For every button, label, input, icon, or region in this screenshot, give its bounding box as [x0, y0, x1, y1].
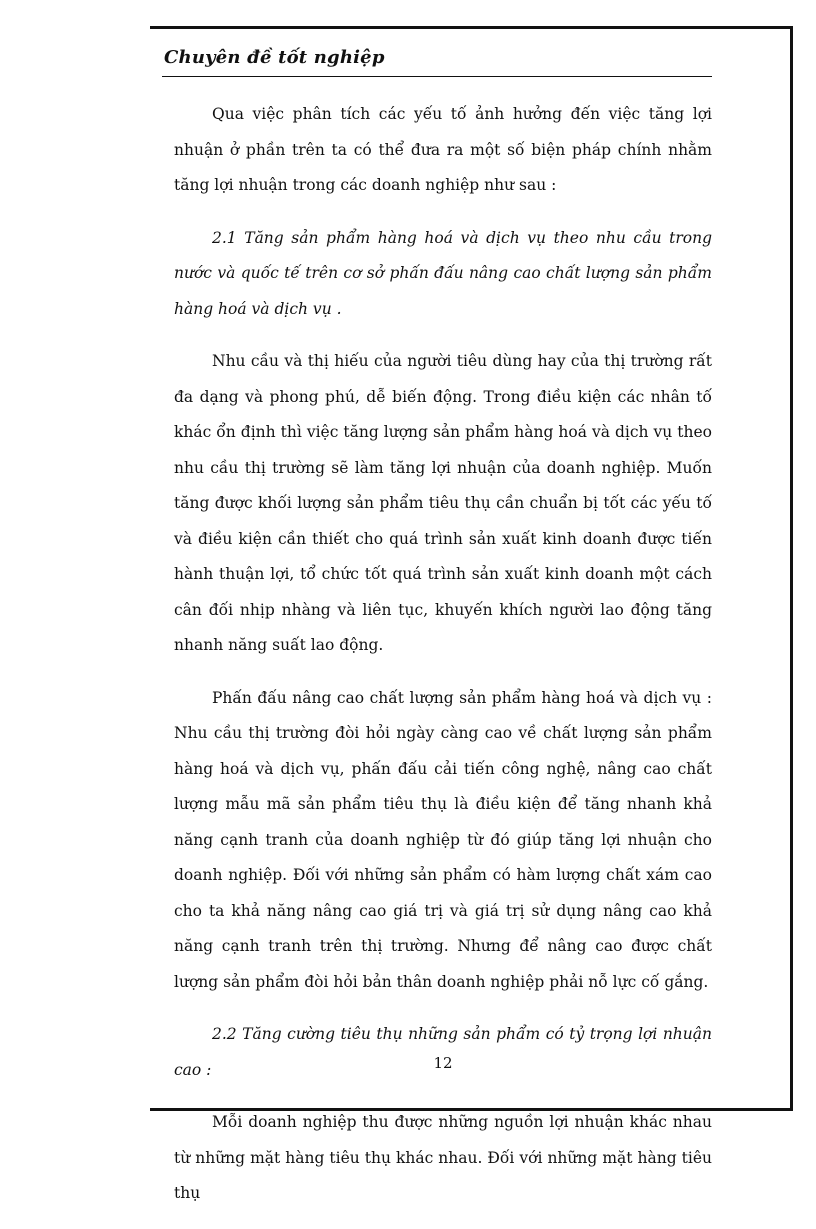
- page-number: 12: [433, 1054, 453, 1072]
- paragraph-quality: Phấn đấu nâng cao chất lượng sản phẩm hàng hoá và dịch vụ : Nhu cầu thị trường đòi hỏi ngày càng cao về chất lượng sản phẩm hàng hoá và dịch vụ, phấn đấu cải tiến công nghệ, nâng cao chất lượng mẫu mã sản phẩm tiêu thụ là điều kiện để tăng nhanh khả năng cạnh tranh của doanh nghiệp từ đó giúp tăng lợi nhuận cho doanh nghiệp. Đối với những sản phẩm có hàm lượng chất xám cao cho ta khả năng nâng cao giá trị và giá trị sử dụng nâng cao khả năng cạnh tranh trên thị trường. Nhưng để nâng cao được chất lượng sản phẩm đòi hỏi bản thân doanh nghiệp phải nỗ lực cố gắng.: [174, 688, 712, 991]
- section-heading-2-2: 2.2 Tăng cường tiêu thụ những sản phẩm có tỷ trọng lợi nhuận cao :: [174, 1025, 712, 1079]
- header-title: Chuyên đề tốt nghiệp: [164, 47, 385, 68]
- paragraph-intro: Qua việc phân tích các yếu tố ảnh hưởng đến việc tăng lợi nhuận ở phần trên ta có thể đưa ra một số biện pháp chính nhằm tăng lợi nhuận trong các doanh nghiệp như sau :: [174, 105, 712, 194]
- paragraph-profit-sources: Mỗi doanh nghiệp thu được những nguồn lợi nhuận khác nhau từ những mặt hàng tiêu thụ khác nhau. Đối với những mặt hàng tiêu thụ: [174, 1113, 712, 1202]
- page-header: [162, 44, 712, 77]
- paragraph-demand: Nhu cầu và thị hiếu của người tiêu dùng hay của thị trường rất đa dạng và phong phú, dễ biến động. Trong điều kiện các nhân tố khác ổn định thì việc tăng lượng sản phẩm hàng hoá và dịch vụ theo nhu cầu thị trường sẽ làm tăng lợi nhuận của doanh nghiệp. Muốn tăng được khối lượng sản phẩm tiêu thụ cần chuẩn bị tốt các yếu tố và điều kiện cần thiết cho quá trình sản xuất kinh doanh được tiến hành thuận lợi, tổ chức tốt quá trình sản xuất kinh doanh một cách cân đối nhịp nhàng và liên tục, khuyến khích người lao động tăng nhanh năng suất lao động.: [174, 352, 712, 654]
- section-heading-2-1: 2.1 Tăng sản phẩm hàng hoá và dịch vụ theo nhu cầu trong nước và quốc tế trên cơ sở phấn đấu nâng cao chất lượng sản phẩm hàng hoá và dịch vụ .: [174, 228, 712, 318]
